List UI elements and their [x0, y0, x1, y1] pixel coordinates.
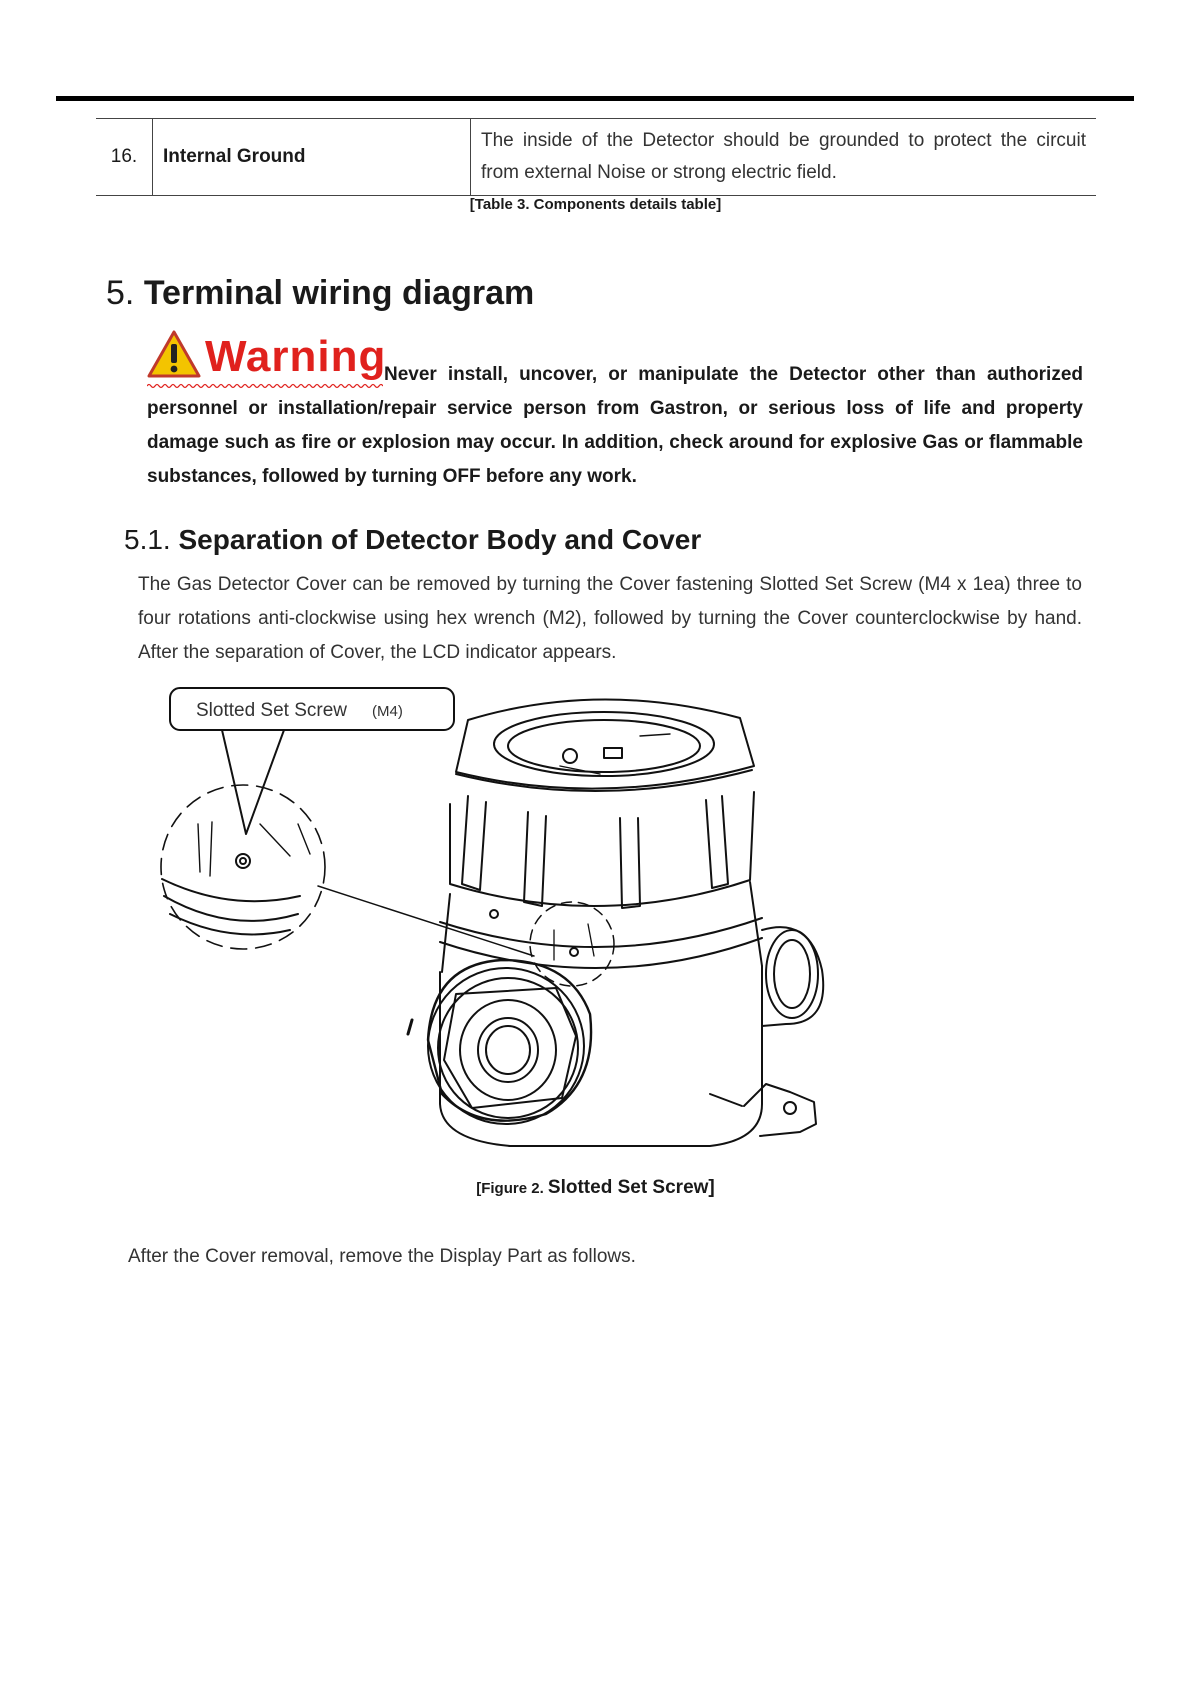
- figure-caption: [0, 1177, 1191, 1199]
- figure-caption-prefix: [Figure 2.: [476, 1180, 544, 1197]
- callout-size: (M4): [372, 703, 403, 720]
- section-heading-separation: [124, 524, 701, 556]
- header-rule: [56, 96, 1134, 101]
- figure-caption-title: Slotted Set Screw]: [547, 1177, 715, 1198]
- callout-label: Slotted Set Screw: [196, 700, 348, 721]
- row-component-name: Internal Ground: [153, 119, 471, 196]
- after-removal-text: After the Cover removal, remove the Display Part as follows.: [128, 1246, 636, 1267]
- warning-underline: [147, 382, 383, 390]
- warning-block: [147, 330, 1083, 494]
- components-table: [96, 118, 1096, 196]
- warning-label: Warning: [205, 332, 387, 381]
- row-number: 16.: [96, 119, 153, 196]
- warning-triangle-icon: [147, 330, 201, 378]
- row-description: The inside of the Detector should be grounded to protect the circuit from external Noise or strong electric field.: [481, 130, 1086, 183]
- warning-text: Never install, uncover, or manipulate the Detector other than authorized personnel or installation/repair service person from Gastron, or serious loss of life and property damage such as fire or explosion may occur. In addition, check around for explosive Gas or flammable substances, followed by turning OFF before any work.: [147, 364, 1083, 487]
- table-caption: [Table 3. Components details table]: [469, 196, 722, 213]
- separation-paragraph: The Gas Detector Cover can be removed by turning the Cover fastening Slotted Set Screw (M4 x 1ea) three to four rotations anti-clockwise using hex wrench (M2), followed by turning the Cover counterclockwise by hand. After the separation of Cover, the LCD indicator appears.: [138, 574, 1082, 663]
- detector-figure: [150, 684, 870, 1164]
- subsection-number: 5.1.: [124, 524, 171, 555]
- section-heading-terminal-wiring: [106, 274, 534, 313]
- section-title: Terminal wiring diagram: [143, 274, 535, 312]
- table-row: [96, 119, 1096, 196]
- subsection-title: Separation of Detector Body and Cover: [178, 524, 702, 555]
- section-number: 5.: [106, 274, 135, 312]
